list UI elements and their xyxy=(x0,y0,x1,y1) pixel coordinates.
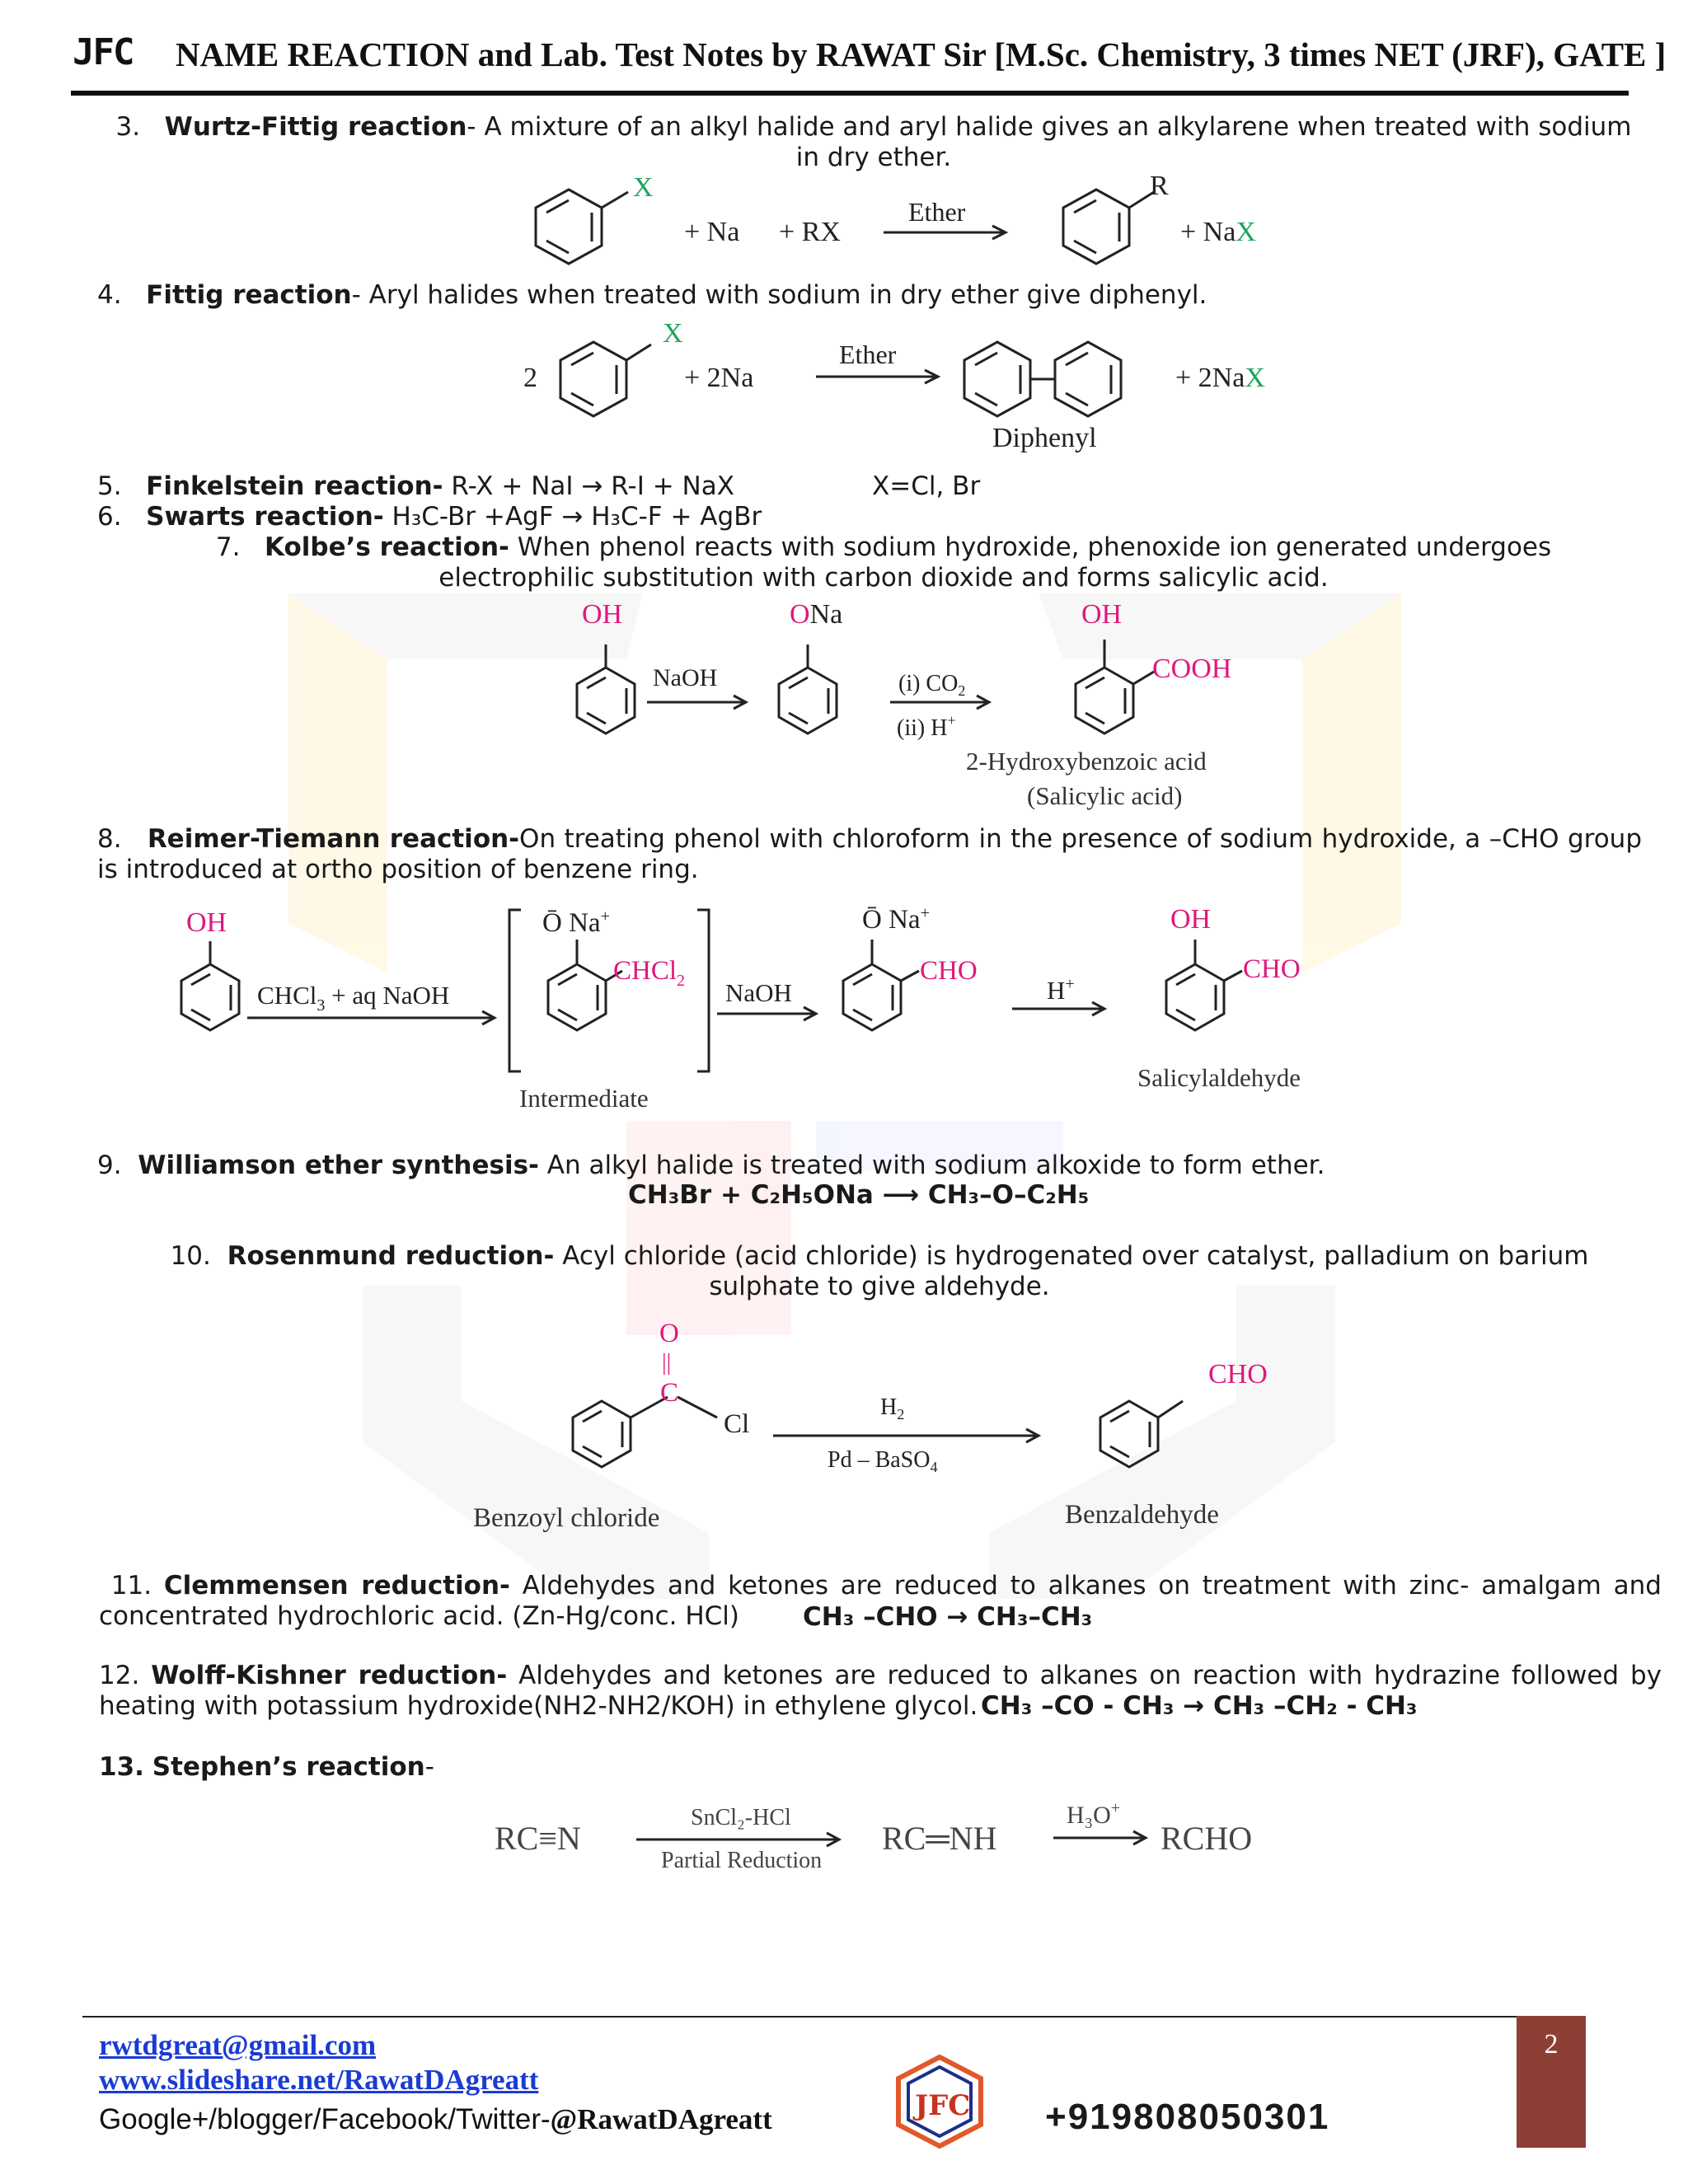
group-cho: CHO xyxy=(920,956,978,986)
svg-text:H2: $H_2$ xyxy=(880,1394,905,1422)
jfc-logo-text: JFC xyxy=(73,31,134,73)
group-chcl2: CHCl xyxy=(613,956,678,986)
chlorine: Cl xyxy=(724,1409,750,1439)
reaction-equation: R-X + NaI → R-I + NaX xyxy=(443,471,734,501)
product-salicylaldehyde: Salicylaldehyde xyxy=(1137,1063,1301,1092)
clemmensen-equation: CH₃ –CHO → CH₃–CH₃ xyxy=(803,1602,1093,1632)
group-cooh: COOH xyxy=(1152,654,1232,684)
reaction-equation: H₃C-Br +AgF → H₃C-F + AgBr xyxy=(383,502,762,532)
reaction-rosenmund: 10. Rosenmund reduction- Acyl chloride (acid chloride) is hydrogenated over catalyst, palladium on barium sulphate to give aldehyde. xyxy=(170,1241,1589,1301)
reaction-name: Wolff-Kishner reduction- xyxy=(151,1661,508,1690)
reaction-description: An alkyl halide is treated with sodium alkoxide to form ether. xyxy=(538,1151,1325,1180)
svg-text:Pd – BaSO4: Pd – BaSO$_4$ xyxy=(828,1447,938,1475)
group-oh: OH xyxy=(1081,599,1123,630)
carbonyl-carbon: C xyxy=(660,1378,679,1408)
sodium: Na xyxy=(809,599,843,630)
reaction-name: Finkelstein reaction- xyxy=(146,471,443,501)
halogen-x: X xyxy=(663,318,683,349)
reaction-description: Aldehydes and ketones are reduced to alkanes on treatment with zinc- amalgam and concentrated hydrochloric acid. (Zn-Hg/conc. HCl) xyxy=(99,1571,1662,1631)
imine-rcnh: RC═NH xyxy=(882,1820,997,1857)
alkyl-r: R xyxy=(1150,171,1169,201)
phenoxide-o-na: Ō Na xyxy=(542,908,601,938)
header-title: NAME REACTION and Lab. Test Notes by RAWAT Sir [M.Sc. Chemistry, 3 times NET (JRF), GATE ] xyxy=(176,35,1667,73)
reaction-wurtz-fittig: 3. Wurtz-Fittig reaction- A mixture of an alkyl halide and aryl halide gives an alkylarene when treated with sodium in dry ether. xyxy=(115,112,1632,172)
reagent-h-plus: H xyxy=(1047,976,1066,1005)
kolbe-scheme xyxy=(528,593,1286,816)
wurtz-fittig-scheme xyxy=(495,165,1319,280)
reagent-h-plus: (ii) H xyxy=(897,715,948,741)
social-handles: Google+/blogger/Facebook/Twitter-@RawatDAgreatt xyxy=(99,2103,772,2135)
slideshare-link[interactable]: www.slideshare.net/RawatDAgreatt xyxy=(99,2064,539,2096)
reaction-name: Fittig reaction xyxy=(146,280,352,310)
reaction-description: Acyl chloride (acid chloride) is hydrogenated over catalyst, palladium on barium sulphate to give aldehyde. xyxy=(554,1241,1589,1301)
svg-text:+ 2NaX xyxy=(1175,363,1265,393)
svg-text:+ NaX xyxy=(1180,217,1256,247)
reagent-pd-baso4: Pd – BaSO xyxy=(828,1447,931,1473)
reaction-name: Wurtz-Fittig reaction xyxy=(164,112,467,142)
reaction-name: Reimer-Tiemann reaction- xyxy=(147,824,520,854)
group-cho: CHO xyxy=(1208,1359,1268,1390)
svg-text:(ii) H+: (ii) H+ xyxy=(897,712,956,741)
footer-divider xyxy=(82,2016,1558,2018)
reagent-naoh: NaOH xyxy=(653,664,718,691)
reaction-fittig: 4. Fittig reaction- Aryl halides when treated with sodium in dry ether give diphenyl. xyxy=(97,280,1207,310)
plus-na: + Na xyxy=(684,217,740,247)
reaction-wolff-kishner: 12. Wolff-Kishner reduction- Aldehydes and ketones are reduced to alkanes on reaction with hydrazine followed by heating with potassium hydroxide(NH2-NH2/KOH) in ethylene glycol. xyxy=(99,1661,1662,1721)
double-bond: || xyxy=(662,1350,672,1376)
svg-text:CHCl2: CHCl$_2$ xyxy=(613,956,686,990)
product-rcho: RCHO xyxy=(1160,1820,1253,1857)
plus-rx: + RX xyxy=(779,217,841,247)
reagent-partial-reduction: Partial Reduction xyxy=(661,1848,823,1871)
jfc-footer-logo xyxy=(890,2052,989,2151)
page-header xyxy=(73,28,1667,77)
reaction-name: Rosenmund reduction- xyxy=(227,1241,555,1271)
reaction-williamson: 9. Williamson ether synthesis- An alkyl halide is treated with sodium alkoxide to form ether. xyxy=(97,1151,1325,1180)
reagent-ether: Ether xyxy=(908,197,966,227)
williamson-equation: CH₃Br + C₂H₅ONa ⟶ CH₃–O–C₂H₅ xyxy=(628,1180,1090,1210)
phenoxide-o-na: Ō Na xyxy=(862,905,921,935)
reaction-description: On treating phenol with chloroform in the presence of sodium hydroxide, a –CHO group is introduced at ortho position of benzene ring. xyxy=(97,824,1642,884)
rosenmund-scheme xyxy=(462,1310,1352,1541)
reaction-clemmensen: 11. Clemmensen reduction- Aldehydes and ketones are reduced to alkanes on treatment with zinc- amalgam and concentrated hydrochloric acid. (Zn-Hg/conc. HCl) xyxy=(99,1571,1662,1631)
reagent-h2: H xyxy=(880,1394,898,1420)
reactant-benzoyl-chloride: Benzoyl chloride xyxy=(473,1503,660,1533)
group-cho: CHO xyxy=(1243,954,1301,984)
phone-number: +919808050301 xyxy=(1045,2097,1330,2137)
product-common-name: (Salicylic acid) xyxy=(1027,781,1183,810)
plus-na-product: + Na xyxy=(1180,217,1236,247)
carbonyl-oxygen: O xyxy=(659,1319,679,1348)
reaction-finkelstein: 5. Finkelstein reaction- R-X + NaI → R-I + NaX xyxy=(97,471,734,501)
svg-text:CHCl3 + aq NaOH: CHCl$_3$ + aq NaOH xyxy=(257,981,450,1015)
group-oh: OH xyxy=(186,907,227,938)
svg-text:(i) CO2: (i) $CO_2$ xyxy=(898,671,966,699)
reaction-stephen: 13. Stephen’s reaction- xyxy=(99,1752,434,1782)
reaction-reimer-tiemann: 8. Reimer-Tiemann reaction-On treating phenol with chloroform in the presence of sodium hydroxide, a –CHO group is introduced at ortho position of benzene ring. xyxy=(97,824,1642,884)
halogen-x: X xyxy=(1236,217,1256,247)
logo-text: JFC xyxy=(915,2089,971,2122)
fittig-scheme xyxy=(511,317,1335,462)
reaction-name: Clemmensen reduction- xyxy=(163,1571,510,1601)
reagent-chcl3: CHCl xyxy=(257,981,317,1010)
reimer-tiemann-scheme xyxy=(140,898,1426,1129)
header-divider xyxy=(71,91,1629,96)
email-link[interactable]: rwtdgreat@gmail.com xyxy=(99,2029,377,2061)
svg-text:ONa xyxy=(790,599,842,630)
reaction-name: Swarts reaction- xyxy=(146,502,384,532)
group-oh: OH xyxy=(582,599,623,630)
reagent-ether: Ether xyxy=(839,340,897,369)
plus-2na-product: + 2Na xyxy=(1175,363,1245,393)
svg-text:Ō Na+: Ō Na+ xyxy=(862,904,930,935)
product-name: 2-Hydroxybenzoic acid xyxy=(966,747,1207,776)
svg-text:H+: H+ xyxy=(1047,975,1075,1005)
group-o: O xyxy=(790,599,810,630)
reaction-description: When phenol reacts with sodium hydroxide, phenoxide ion generated undergoes electrophilic substitution with carbon dioxide and forms salicylic acid. xyxy=(438,532,1552,593)
reaction-description: Aryl halides when treated with sodium in dry ether give diphenyl. xyxy=(360,280,1207,310)
product-benzaldehyde: Benzaldehyde xyxy=(1065,1500,1219,1530)
plus-2na: + 2Na xyxy=(684,363,754,393)
product-diphenyl: Diphenyl xyxy=(992,423,1097,453)
page-number: 2 xyxy=(1517,2016,1586,2148)
reaction-kolbe: 7. Kolbe’s reaction- When phenol reacts with sodium hydroxide, phenoxide ion generated undergoes electrophilic substitution with carbon dioxide and forms salicylic acid. xyxy=(215,532,1552,593)
reaction-name: Kolbe’s reaction- xyxy=(265,532,509,562)
halogen-x: X xyxy=(633,172,654,203)
nitrile-rcn: RC≡N xyxy=(495,1820,581,1857)
intermediate-label: Intermediate xyxy=(519,1084,649,1113)
reaction-name: Williamson ether synthesis- xyxy=(138,1151,539,1180)
reaction-description: A mixture of an alkyl halide and aryl halide gives an alkylarene when treated with sodium in dry ether. xyxy=(476,112,1632,172)
reagent-naoh: NaOH xyxy=(725,978,792,1007)
svg-text:H₃O+: H₃O+ xyxy=(1067,1799,1121,1829)
group-oh: OH xyxy=(1170,904,1212,935)
reaction-name: Stephen’s reaction xyxy=(152,1752,425,1782)
reaction-description: Aldehydes and ketones are reduced to alkanes on reaction with hydrazine followed by heating with potassium hydroxide(NH2-NH2/KOH) in ethylene glycol. xyxy=(99,1661,1662,1721)
reagent-co2: (i) CO xyxy=(898,671,959,696)
finkelstein-note: X=Cl, Br xyxy=(872,471,981,501)
wolff-kishner-equation: CH₃ –CO - CH₃ → CH₃ –CH₂ - CH₃ xyxy=(981,1691,1418,1721)
coefficient: 2 xyxy=(523,363,537,393)
reaction-swarts: 6. Swarts reaction- H₃C-Br +AgF → H₃C-F + AgBr xyxy=(97,502,762,532)
reagent-h3o-plus: H₃O xyxy=(1067,1802,1111,1829)
halogen-x: X xyxy=(1245,363,1265,393)
svg-text:Ō Na+: Ō Na+ xyxy=(542,907,610,938)
stephen-scheme xyxy=(486,1780,1294,1871)
reagent-sncl2-hcl: SnCl₂-HCl xyxy=(691,1805,791,1830)
